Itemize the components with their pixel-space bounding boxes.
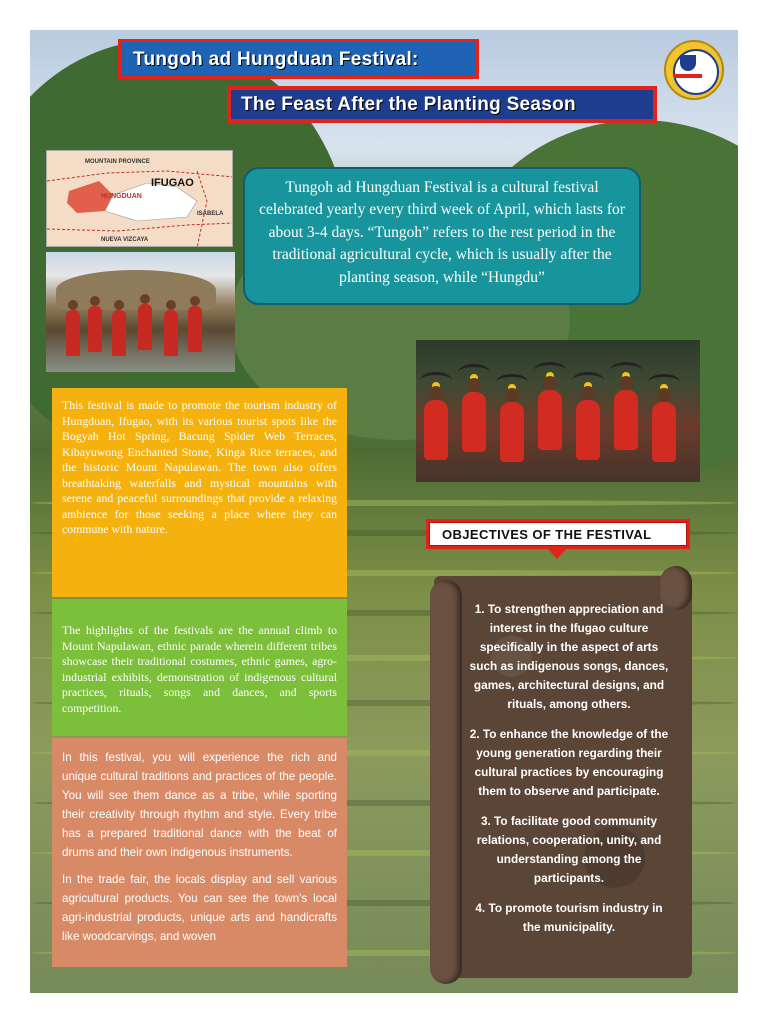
scroll-rod-left bbox=[430, 580, 462, 984]
panel-experience bbox=[52, 738, 347, 967]
title-banner-primary bbox=[118, 39, 479, 79]
panel-experience-text-2: In the trade fair, the locals display and sell various agricultural products. You can see the town's local agri-industrial products, unique arts and handicrafts like woodcarvings, and woven bbox=[62, 873, 337, 943]
objective-item: 3. To facilitate good community relations, cooperation, unity, and understanding among the participants. bbox=[476, 814, 662, 885]
objectives-header bbox=[426, 519, 690, 549]
map-label-isabela: ISABELA bbox=[197, 211, 224, 217]
objective-item: 1. To strengthen appreciation and interest in the Ifugao culture specifically in the aspect of arts such as indigenous songs, dances, games, architectural designs, and rituals, among others. bbox=[469, 602, 669, 711]
panel-highlights bbox=[52, 599, 347, 736]
map-label-nueva-vizcaya: NUEVA VIZCAYA bbox=[101, 237, 149, 243]
panel-highlights-text: The highlights of the festivals are the annual climb to Mount Napulawan, ethnic parade wherein different tribes showcase their traditional costumes, ethnic games, agro-industrial exhibits, demonstration of indigenous cultural practices, rituals, songs and dances, and sports competition. bbox=[62, 623, 337, 715]
objectives-pointer bbox=[548, 549, 566, 559]
panel-tourism bbox=[52, 388, 347, 597]
map-label-ifugao: IFUGAO bbox=[151, 177, 194, 189]
province-seal-icon bbox=[664, 40, 724, 100]
panel-tourism-text: This festival is made to promote the tourism industry of Hungduan, Ifugao, with its various tourist spots like the Bogyah Hot Spring, Bacung Spider Web Terraces, Kibayuwong Enchanted Stone, Kinga Rice terraces, and the historic Mount Napulawan. The town also offers breathtaking waterfalls and mystical mountains with serene and peaceful surroundings that provide a relaxing ambience for those seeking a place where they can commune with nature. bbox=[62, 398, 337, 536]
intro-text: Tungoh ad Hungduan Festival is a cultural festival celebrated yearly every third week of April, which lasts for about 3-4 days. “Tungoh” refers to the rest period in the traditional agricultural cycle, which is usually after the planting season, while “Hungdu” bbox=[259, 179, 625, 286]
objective-item: 2. To enhance the knowledge of the young generation regarding their cultural practices by encouraging them to observe and participate. bbox=[469, 727, 669, 798]
location-map bbox=[46, 150, 233, 247]
title-banner-secondary bbox=[227, 86, 657, 123]
panel-experience-text-1: In this festival, you will experience the rich and unique cultural traditions and practices of the people. You will see them dance as a tribe, while sporting their creativity through rhythm and style. Every tribe has a prepared traditional dance with the beat of drums and their own indigenous instruments. bbox=[62, 751, 337, 859]
objectives-header-text: OBJECTIVES OF THE FESTIVAL bbox=[442, 527, 652, 542]
map-label-mountain-province: MOUNTAIN PROVINCE bbox=[85, 159, 150, 165]
photo-tribal-dancers bbox=[416, 340, 700, 482]
title-line-1: Tungoh ad Hungduan Festival: bbox=[133, 49, 419, 70]
photo-hut-dancers bbox=[46, 252, 235, 372]
map-label-hungduan: HUNGDUAN bbox=[101, 193, 142, 200]
title-line-2: The Feast After the Planting Season bbox=[241, 94, 576, 115]
objective-item: 4. To promote tourism industry in the municipality. bbox=[475, 901, 663, 934]
intro-callout bbox=[243, 167, 641, 305]
objectives-list bbox=[466, 600, 672, 937]
